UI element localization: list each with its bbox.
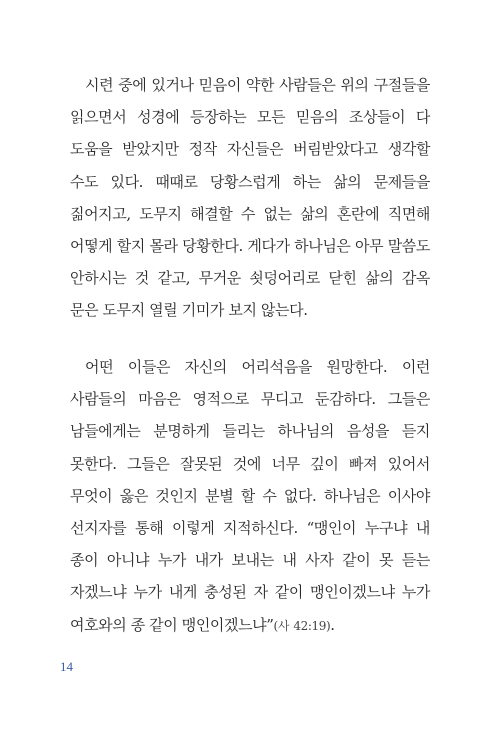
paragraph-2-end-punctuation: .	[330, 615, 335, 634]
paragraph-2-text: 어떤 이들은 자신의 어리석음을 원망한다. 이런 사람들의 마음은 영적으로 무디고 둔감하다. 그들은 남들에게는 분명하게 들리는 하나님의 음성을 듣지 못한다. 그들은 잘못된 것에 너무 깊이 빠져 있어서 무엇이 옳은 것인지 분별 할 수 없다. 하나님은 이사야 선지자를 통해 이렇게 지적하신다. “맹인이 누구냐 내 종이 아니냐 누가 내가 보내는 내 사자 같이 못 듣는 자겠느냐 누가 내게 충성된 자 같이 맹인이겠느냐 누가 여호와의 종 같이 맹인이겠느냐”	[70, 358, 430, 634]
body-paragraph-2	[70, 351, 430, 642]
scripture-reference-verse: 42:19)	[293, 618, 331, 633]
scripture-reference-open: (사	[273, 618, 290, 633]
paragraph-1-text: 시련 중에 있거나 믿음이 약한 사람들은 위의 구절들을 읽으면서 성경에 등장하는 모든 믿음의 조상들이 다 도움을 받았지만 정작 자신들은 버림받았다고 생각할 수도 있다. 때때로 당황스럽게 하는 삶의 문제들을 짊어지고, 도무지 해결할 수 없는 삶의 혼란에 직면해 어떻게 할지 몰라 당황한다. 게다가 하나님은 아무 말씀도 안하시는 것 같고, 무거운 쇳덩어리로 닫힌 삶의 감옥 문은 도무지 열릴 기미가 보지 않는다.	[70, 76, 430, 320]
page-number: 14	[60, 659, 73, 674]
body-paragraph-1	[70, 69, 430, 327]
